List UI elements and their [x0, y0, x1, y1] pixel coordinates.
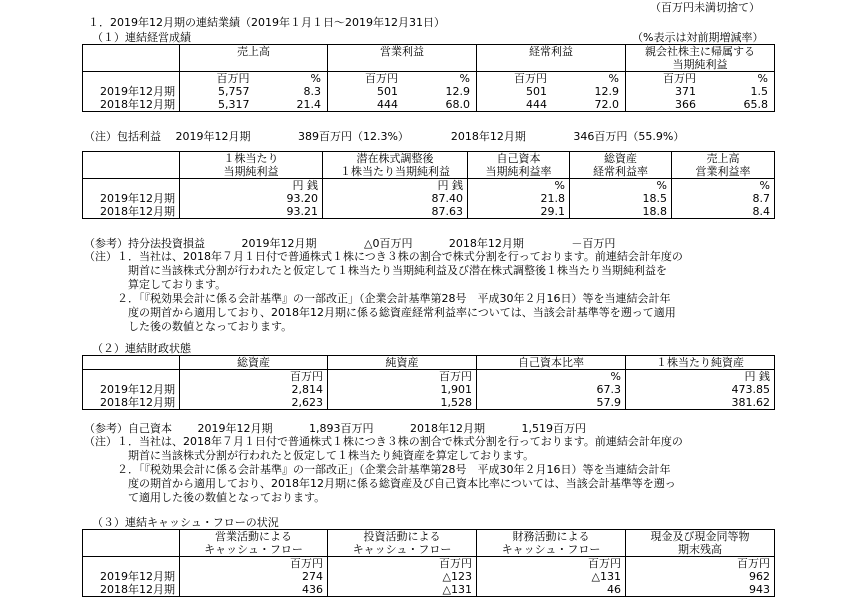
header-margin-1: 売上高 — [672, 152, 775, 166]
header-net-assets: 純資産 — [328, 356, 477, 370]
value-cell: 274 — [180, 570, 328, 583]
header-diluted-eps-1: 潜在株式調整後 — [323, 152, 468, 166]
note-line: 期首に当該株式分割が行われたと仮定して１株当たり当期純利益及び潜在株式調整後１株当たり当期純利益を — [84, 264, 667, 277]
header-net-income-1: 親会社株主に帰属する — [626, 45, 775, 59]
header-sales: 売上高 — [180, 45, 328, 59]
financial-table — [82, 355, 775, 410]
section-title: １．2019年12月期の連結業績（2019年１月１日～2019年12月31日） — [88, 16, 445, 29]
unit-note: （百万円未満切捨て） — [650, 1, 760, 14]
value-cell: 2,623 — [180, 396, 328, 410]
unit-cell: 百万円 — [180, 370, 328, 384]
header-total-assets: 総資産 — [180, 356, 328, 370]
table-row — [83, 192, 775, 205]
header-bps: １株当たり純資産 — [626, 356, 775, 370]
value-cell: 1.5 — [750, 85, 768, 98]
row-label: 2019年12月期 — [83, 192, 180, 205]
results-table — [82, 44, 775, 112]
value-cell: 8.4 — [672, 205, 775, 219]
row-label: 2018年12月期 — [83, 98, 180, 112]
header-eps-1: １株当たり — [180, 152, 323, 166]
corner-cell — [83, 45, 180, 59]
value-cell: 943 — [626, 583, 775, 597]
header-net-income-2: 当期純利益 — [626, 58, 775, 72]
unit-million: 百万円 — [514, 72, 547, 85]
value-cell: 12.9 — [445, 85, 470, 98]
header-investing-cf-1: 投資活動による — [328, 530, 477, 544]
value-cell: 18.8 — [570, 205, 672, 219]
value-cell: 93.21 — [180, 205, 323, 219]
unit-million: 百万円 — [365, 72, 398, 85]
note-line: （注）１．当社は、2018年７月１日付で普通株式１株につき３株の割合で株式分割を行っております。前連結会計年度の — [84, 250, 683, 263]
table-row — [83, 583, 775, 597]
value-cell: 501 — [526, 85, 547, 98]
header-eps-2: 当期純利益 — [180, 165, 323, 179]
unit-pct: % — [459, 72, 470, 85]
value-cell: 381.62 — [626, 396, 775, 410]
value-cell: 18.5 — [570, 192, 672, 205]
value-cell: 371 — [675, 85, 696, 98]
header-diluted-eps-2: １株当たり当期純利益 — [323, 165, 468, 179]
note-line: （注）１．当社は、2018年７月１日付で普通株式１株につき３株の割合で株式分割を行っております。前連結会計年度の — [84, 435, 683, 448]
header-ordinary-profit: 経常利益 — [477, 45, 626, 59]
value-cell: 87.40 — [323, 192, 468, 205]
comprehensive-income: （注）包括利益 2019年12月期 389百万円（12.3%） 2018年12月期 346百万円（55.9%） — [84, 130, 685, 143]
header-roe-2: 当期純利益率 — [468, 165, 570, 179]
header-investing-cf-2: キャッシュ・フロー — [328, 543, 477, 557]
value-cell: △131 — [328, 583, 477, 597]
header-equity-ratio: 自己資本比率 — [477, 356, 626, 370]
unit-cell: 百万円 — [180, 557, 328, 571]
header-operating-cf-1: 営業活動による — [180, 530, 328, 544]
unit-million: 百万円 — [663, 72, 696, 85]
value-cell: 8.7 — [672, 192, 775, 205]
header-financing-cf-1: 財務活動による — [477, 530, 626, 544]
value-cell: 444 — [377, 98, 398, 111]
value-cell: 2,814 — [180, 383, 328, 396]
unit-pct: % — [310, 72, 321, 85]
note-line: 期首に当該株式分割が行われたと仮定して１株当たり純資産を算定しております。 — [84, 449, 535, 462]
equity-method-note: （参考）持分法投資損益 2019年12月期 △0百万円 2018年12月期 －百万円 — [84, 237, 616, 250]
note-line: 度の期首から適用しており、2018年12月期に係る総資産経常利益率については、当該会計基準等を遡って適用 — [84, 306, 676, 319]
unit-cell: 円 銭 — [323, 179, 468, 193]
table-row — [83, 396, 775, 410]
value-cell: 65.8 — [743, 98, 768, 111]
value-cell: △131 — [477, 570, 626, 583]
unit-cell: 百万円 — [328, 557, 477, 571]
header-operating-profit: 営業利益 — [328, 45, 477, 59]
row-label: 2018年12月期 — [83, 396, 180, 410]
cashflow-table — [82, 529, 775, 597]
unit-cell: 百万円 — [328, 370, 477, 384]
header-financing-cf-2: キャッシュ・フロー — [477, 543, 626, 557]
unit-cell: % — [477, 370, 626, 384]
value-cell: 5,757 — [218, 85, 250, 98]
value-cell: 1,528 — [328, 396, 477, 410]
value-cell: 1,901 — [328, 383, 477, 396]
table-row — [83, 570, 775, 583]
value-cell: △123 — [328, 570, 477, 583]
value-cell: 962 — [626, 570, 775, 583]
unit-cell: % — [672, 179, 775, 193]
financial-title: （２）連結財政状態 — [92, 342, 191, 355]
unit-cell: 円 銭 — [626, 370, 775, 384]
per-share-table — [82, 151, 775, 219]
note-line: 度の期首から適用しており、2018年12月期に係る総資産及び自己資本比率については、当該会計基準等を遡っ — [84, 477, 676, 490]
header-margin-2: 営業利益率 — [672, 165, 775, 179]
header-cash-2: 期末残高 — [626, 543, 775, 557]
value-cell: 501 — [377, 85, 398, 98]
equity-ref: （参考）自己資本 2019年12月期 1,893百万円 2018年12月期 1,519百万円 — [84, 422, 586, 435]
table-row — [83, 383, 775, 396]
table-row — [83, 205, 775, 219]
unit-pct: % — [608, 72, 619, 85]
pct-note: （%表示は対前期増減率） — [632, 31, 764, 44]
value-cell: 21.4 — [296, 98, 321, 111]
value-cell: 29.1 — [468, 205, 570, 219]
unit-cell: 百万円 — [626, 557, 775, 571]
note-line: ２．「『税効果会計に係る会計基準』の一部改正」（企業会計基準第28号 平成30年２月16日）等を当連結会計年 — [84, 463, 671, 476]
results-title: （１）連結経営成績 — [92, 31, 191, 44]
row-label: 2018年12月期 — [83, 583, 180, 597]
row-label: 2019年12月期 — [83, 570, 180, 583]
note-line: ２．「『税効果会計に係る会計基準』の一部改正」（企業会計基準第28号 平成30年２月16日）等を当連結会計年 — [84, 292, 671, 305]
row-label: 2018年12月期 — [83, 205, 180, 219]
header-roa-2: 経常利益率 — [570, 165, 672, 179]
table-row — [83, 98, 775, 112]
table-row — [83, 85, 775, 98]
value-cell: 444 — [526, 98, 547, 111]
value-cell: 436 — [180, 583, 328, 597]
value-cell: 46 — [477, 583, 626, 597]
value-cell: 21.8 — [468, 192, 570, 205]
unit-cell: 円 銭 — [180, 179, 323, 193]
unit-cell: % — [570, 179, 672, 193]
unit-million: 百万円 — [216, 72, 250, 85]
row-label: 2019年12月期 — [83, 85, 180, 98]
value-cell: 68.0 — [445, 98, 470, 111]
header-roa-1: 総資産 — [570, 152, 672, 166]
value-cell: 8.3 — [303, 85, 321, 98]
unit-cell: % — [468, 179, 570, 193]
value-cell: 12.9 — [594, 85, 619, 98]
header-operating-cf-2: キャッシュ・フロー — [180, 543, 328, 557]
note-line: 算定しております。 — [84, 278, 227, 291]
value-cell: 72.0 — [594, 98, 619, 111]
row-label: 2019年12月期 — [83, 383, 180, 396]
value-cell: 87.63 — [323, 205, 468, 219]
unit-cell: 百万円 — [477, 557, 626, 571]
value-cell: 93.20 — [180, 192, 323, 205]
value-cell: 67.3 — [477, 383, 626, 396]
note-line: て適用した後の数値となっております。 — [84, 491, 326, 504]
value-cell: 366 — [675, 98, 696, 111]
cashflow-title: （３）連結キャッシュ・フローの状況 — [92, 516, 279, 529]
value-cell: 57.9 — [477, 396, 626, 410]
note-line: した後の数値となっております。 — [84, 320, 293, 333]
header-cash-1: 現金及び現金同等物 — [626, 530, 775, 544]
value-cell: 473.85 — [626, 383, 775, 396]
value-cell: 5,317 — [218, 98, 250, 111]
header-roe-1: 自己資本 — [468, 152, 570, 166]
unit-pct: % — [757, 72, 768, 85]
